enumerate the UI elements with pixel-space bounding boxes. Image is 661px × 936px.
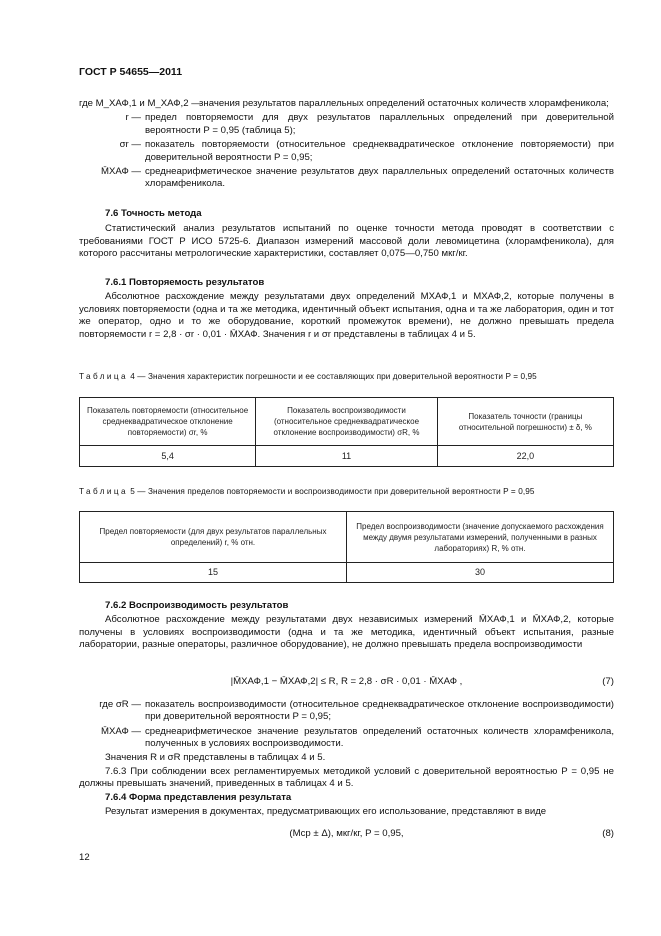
table-cell: 30 <box>347 563 614 583</box>
definition-text: показатель повторяемости (относительное среднеквадратическое отклонение повторяемости) при доверительной вероятности P = 0,95; <box>145 139 614 163</box>
page-number: 12 <box>79 852 90 863</box>
caption-text: 4 — Значения характеристик погрешности и ее составляющих при доверительной вероятности P = 0,95 <box>130 372 537 381</box>
table-header-cell: Предел воспроизводимости (значение допускаемого расхождения между двумя результатами измерений, полученными в разных лабораториях) R, % отн. <box>347 512 614 563</box>
table-5 <box>79 511 614 583</box>
table-header-cell: Показатель точности (границы относительной погрешности) ± δ, % <box>437 398 613 446</box>
definition-term: M̄ХАФ — <box>100 725 141 737</box>
section-7-6-3: 7.6.3 При соблюдении всех регламентируемых методикой условий с доверительной вероятностью P = 0,95 не должны превышать значений, приведенных в таблицах 4 и 5. <box>79 766 614 790</box>
table-cell: 15 <box>80 563 347 583</box>
table-cell: 22,0 <box>437 446 613 467</box>
definition-text: среднеарифметическое значение результатов двух параллельных определений остаточных количеств хлорамфеникола. <box>145 166 614 190</box>
definition-term: r — <box>125 112 141 124</box>
formula-number: (7) <box>602 676 614 687</box>
definition-row <box>79 166 614 191</box>
table-5-caption <box>79 486 614 497</box>
table-row <box>80 446 614 467</box>
table-header-cell: Предел повторяемости (для двух результатов параллельных определений) r, % отн. <box>80 512 347 563</box>
definition-row <box>79 726 614 751</box>
table-cell: 5,4 <box>80 446 256 467</box>
section-paragraph: Абсолютное расхождение между результатами двух определений MХАФ,1 и MХАФ,2, которые получены в условиях повторяемости (одна и та же методика, идентичный объект испытания, одна и та же лаборатория, один и тот же оператор, одно и то же оборудование, короткий промежуток времени), не должно превышать предела повторяемости r = 2,8 · σr · 0,01 · M̄ХАФ. Значения r и σr представлены в таблицах 4 и 5. <box>79 291 614 340</box>
section-7-6-1 <box>79 277 614 341</box>
caption-word: Таблица <box>79 372 128 381</box>
section-heading: 7.6.1 Повторяемость результатов <box>105 277 265 288</box>
section-paragraph: Значения R и σR представлены в таблицах 4 и 5. <box>105 751 326 763</box>
table-header-row <box>80 512 614 563</box>
formula-7 <box>79 676 614 690</box>
definition-text: значения результатов параллельных определений остаточных количеств хлорамфеникола; <box>199 98 609 109</box>
table-cell: 11 <box>256 446 438 467</box>
caption-word: Таблица <box>79 487 128 496</box>
table-4-caption <box>79 371 614 382</box>
table-header-cell: Показатель повторяемости (относительное среднеквадратическое отклонение повторяемости) σr, % <box>80 398 256 446</box>
section-paragraph: Абсолютное расхождение между результатами двух независимых измерений M̄ХАФ,1 и M̄ХАФ,2, которые получены в условиях воспроизводимости (одна и та же методика, идентичный объект испытания, разные лаборатории, разные операторы, различное оборудование), не должно превышать предела воспроизводимости <box>79 614 614 651</box>
definition-term: M̄ХАФ — <box>100 166 141 178</box>
section-heading: 7.6 Точность метода <box>105 208 202 219</box>
formula-8 <box>79 828 614 842</box>
caption-text: 5 — Значения пределов повторяемости и воспроизводимости при доверительной вероятности P = 0,95 <box>130 487 535 496</box>
definition-term: где M_ХАФ,1 и M_ХАФ,2 — <box>79 98 201 109</box>
table-header-cell: Показатель воспроизводимости (относительное среднеквадратическое отклонение воспроизводимости) σR, % <box>256 398 438 446</box>
formula-number: (8) <box>602 828 614 839</box>
section-heading: 7.6.2 Воспроизводимость результатов <box>105 600 289 611</box>
definitions-list-1 <box>79 98 614 191</box>
formula-body: |M̄ХАФ,1 − M̄ХАФ,2| ≤ R, R = 2,8 · σR · 0,01 · M̄ХАФ , <box>230 676 463 687</box>
definition-text: предел повторяемости для двух результатов параллельных определений при доверительной вероятности P = 0,95 (таблица 5); <box>145 112 614 136</box>
section-7-6-2 <box>79 600 614 652</box>
table-4 <box>79 397 614 467</box>
definition-text: показатель воспроизводимости (относительное среднеквадратическое отклонение воспроизводимости) при доверительной вероятности P = 0,95; <box>145 699 614 723</box>
definition-term: σr — <box>119 139 141 151</box>
definition-text: среднеарифметическое значение результатов определений остаточных количеств хлорамфеникола, полученных в условиях воспроизводимости. <box>145 725 614 750</box>
definitions-list-2 <box>79 699 614 819</box>
definition-row <box>79 98 614 110</box>
section-paragraph: Статистический анализ результатов испытаний по оценке точности метода проводят в соответствии с требованиями ГОСТ Р ИСО 5725-6. Диапазон измерений массовой доли левомицетина (хлорамфеникола), для которого рассчитаны метрологические характеристики, составляет 0,075—0,750 мкг/кг. <box>79 223 614 260</box>
page-header: ГОСТ Р 54655—2011 <box>79 66 183 78</box>
definition-row <box>79 139 614 164</box>
section-paragraph: Результат измерения в документах, предусматривающих его использование, представляют в виде <box>105 806 547 818</box>
formula-body: (Mср ± Δ), мкг/кг, P = 0,95, <box>289 828 404 839</box>
section-heading: 7.6.4 Форма представления результата <box>105 791 292 803</box>
table-row <box>80 563 614 583</box>
section-7-6 <box>79 208 614 261</box>
definition-term: где σR — <box>99 699 141 710</box>
definition-row <box>79 699 614 724</box>
table-header-row <box>80 398 614 446</box>
definition-row <box>79 112 614 137</box>
